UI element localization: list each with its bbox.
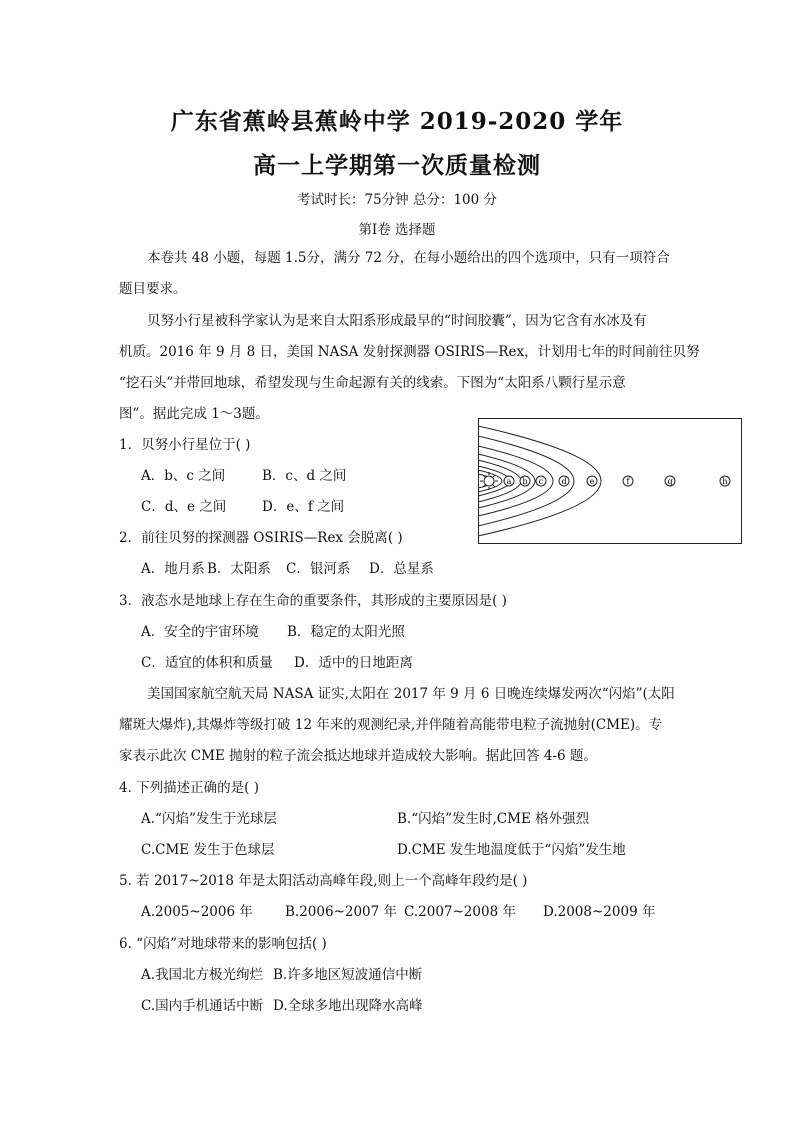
planet-label-g: g [667, 477, 673, 486]
section-heading: 第Ⅰ卷 选择题 [358, 222, 436, 238]
title-line-2: 高一上学期第一次质量检测 [253, 152, 541, 179]
question-2-option-d[interactable]: D．总星系 [369, 561, 434, 577]
passage1-line-4: 图”。据此完成 1～3题。 [119, 406, 269, 422]
solar-system-figure [478, 418, 742, 544]
question-6-option-b[interactable]: B.许多地区短波通信中断 [273, 967, 423, 983]
question-4-option-b[interactable]: B.“闪焰”发生时,CME 格外强烈 [397, 811, 590, 827]
passage1-line-2: 机质。2016 年 9 月 8 日，美国 NASA 发射探测器 OSIRIS—Rex，计划用七年的时间前往贝努 [119, 344, 700, 360]
planet-label-c: c [538, 477, 544, 486]
planet-label-d: d [561, 477, 567, 486]
exam-info: 考试时长：75分钟 总分：100 分 [296, 192, 498, 208]
question-2-stem: 2．前往贝努的探测器 OSIRIS—Rex 会脱离( ) [119, 530, 403, 546]
planet-label-a: a [506, 477, 512, 486]
passage2-line-3: 家表示此次 CME 抛射的粒子流会抵达地球并造成较大影响。据此回答 4-6 题。 [119, 748, 597, 764]
question-5-option-d[interactable]: D.2008~2009 年 [543, 904, 656, 920]
question-1-stem: 1．贝努小行星位于( ) [119, 437, 251, 453]
question-6-stem: 6. “闪焰”对地球带来的影响包括( ) [119, 936, 327, 952]
question-5-option-b[interactable]: B.2006~2007 年 [285, 904, 398, 920]
question-6-option-c[interactable]: C.国内手机通话中断 [141, 998, 264, 1014]
question-5-option-c[interactable]: C.2007~2008 年 [404, 904, 516, 920]
question-4-option-c[interactable]: C.CME 发生于色球层 [141, 842, 275, 858]
question-4-option-a[interactable]: A.“闪焰”发生于光球层 [141, 811, 277, 827]
question-5-stem: 5. 若 2017~2018 年是太阳活动高峰年段,则上一个高峰年段约是( ) [119, 873, 528, 889]
question-1-option-c[interactable]: C．d、e 之间 [141, 499, 227, 515]
planet-label-b: b [522, 477, 528, 486]
question-1-option-b[interactable]: B．c、d 之间 [262, 468, 347, 484]
question-3-option-c[interactable]: C．适宜的体积和质量 [141, 655, 273, 671]
question-3-option-b[interactable]: B．稳定的太阳光照 [287, 624, 405, 640]
question-6-option-d[interactable]: D.全球多地出现降水高峰 [273, 998, 423, 1014]
question-3-stem: 3．液态水是地球上存在生命的重要条件，其形成的主要原因是( ) [119, 593, 507, 609]
question-3-option-d[interactable]: D．适中的日地距离 [294, 655, 413, 671]
question-4-stem: 4. 下列描述正确的是( ) [119, 780, 259, 796]
question-4-option-d[interactable]: D.CME 发生地温度低于“闪焰”发生地 [397, 842, 626, 858]
question-2-option-c[interactable]: C．银河系 [286, 561, 351, 577]
passage2-line-2: 耀斑大爆炸),其爆炸等级打破 12 年来的观测纪录,并伴随着高能带电粒子流抛射(CME)。专 [119, 717, 663, 733]
passage1-line-1: 贝努小行星被科学家认为是来自太阳系形成最早的“时间胶囊”，因为它含有水冰及有 [147, 313, 647, 329]
passage2-line-1: 美国国家航空航天局 NASA 证实,太阳在 2017 年 9 月 6 日晚连续爆发两次“闪焰”(太阳 [147, 686, 675, 702]
question-2-option-b[interactable]: B．太阳系 [207, 561, 271, 577]
instruction-line-1: 本卷共 48 小题，每题 1.5分，满分 72 分，在每小题给出的四个选项中，只有一项符合 [147, 250, 670, 266]
planet-label-e: e [589, 477, 595, 486]
question-1-option-d[interactable]: D．e、f 之间 [262, 499, 345, 515]
planet-label-h: h [722, 477, 728, 486]
question-5-option-a[interactable]: A.2005~2006 年 [141, 904, 253, 920]
passage1-line-3: “挖石头”并带回地球，希望发现与生命起源有关的线索。下图为“太阳系八颗行星示意 [119, 375, 626, 391]
question-2-option-a[interactable]: A．地月系 [141, 561, 205, 577]
planet-label-f: f [626, 477, 630, 486]
title-line-1: 广东省蕉岭县蕉岭中学 2019-2020 学年 [170, 108, 624, 135]
question-1-option-a[interactable]: A．b、c 之间 [141, 468, 226, 484]
question-3-option-a[interactable]: A．安全的宇宙环境 [141, 624, 259, 640]
question-6-option-a[interactable]: A.我国北方极光绚烂 [141, 967, 264, 983]
instruction-line-2: 题目要求。 [119, 281, 187, 297]
